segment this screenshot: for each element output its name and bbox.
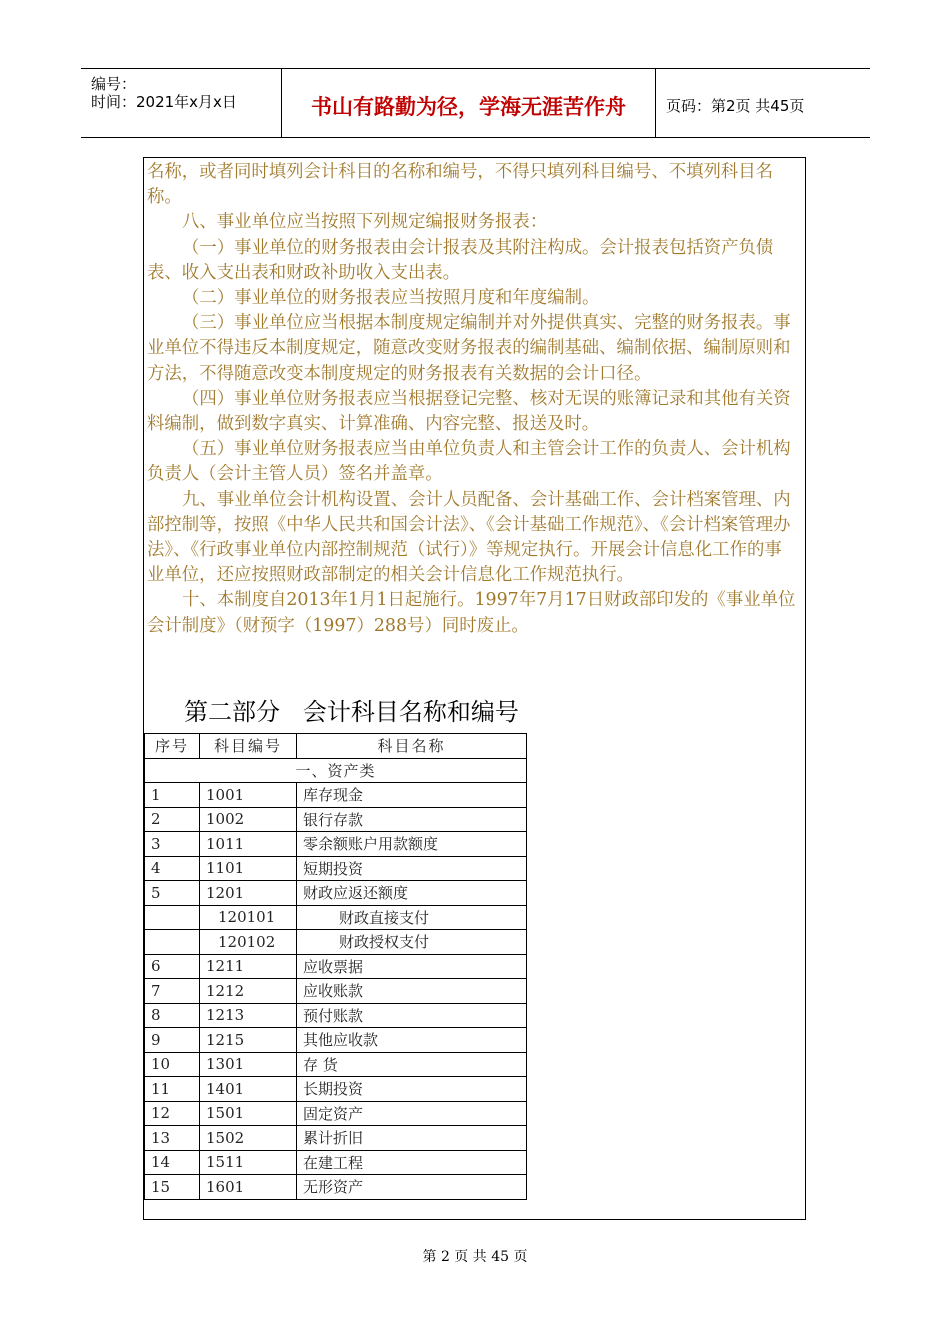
- row-code: 120102: [200, 930, 297, 955]
- row-code: 1002: [200, 807, 297, 832]
- table-row: [145, 905, 527, 930]
- row-name: 无形资产: [297, 1175, 527, 1200]
- table-row: [145, 954, 527, 979]
- table-row: [145, 1003, 527, 1028]
- row-name: 短期投资: [297, 856, 527, 881]
- row-code: 1511: [200, 1150, 297, 1175]
- table-row: [145, 1028, 527, 1053]
- table-row: [145, 1175, 527, 1200]
- body-paragraph: 十、本制度自2013年1月1日起施行。1997年7月17日财政部印发的《事业单位会计制度》（财预字（1997）288号）同时废止。: [147, 590, 796, 636]
- header-page-info: 页码：第2页 共45页: [666, 97, 805, 115]
- row-code: 1601: [200, 1175, 297, 1200]
- row-name: 累计折旧: [297, 1126, 527, 1151]
- row-code: 1201: [200, 881, 297, 906]
- category-row: [145, 758, 527, 783]
- row-seq: 13: [145, 1126, 200, 1151]
- row-seq: [145, 905, 200, 930]
- row-seq: 2: [145, 807, 200, 832]
- header-slogan-cell: [282, 69, 656, 137]
- table-row: [145, 979, 527, 1004]
- table-row: [145, 1126, 527, 1151]
- row-code: 1501: [200, 1101, 297, 1126]
- row-name: 财政直接支付: [297, 905, 527, 930]
- row-code: 120101: [200, 905, 297, 930]
- row-seq: 1: [145, 783, 200, 808]
- row-code: 1101: [200, 856, 297, 881]
- row-name: 其他应收款: [297, 1028, 527, 1053]
- body-paragraph: （五）事业单位财务报表应当由单位负责人和主管会计工作的负责人、会计机构负责人（会计主管人员）签名并盖章。: [147, 439, 791, 485]
- row-name: 存 货: [297, 1052, 527, 1077]
- body-text: [147, 160, 799, 639]
- body-paragraph: 名称，或者同时填列会计科目的名称和编号，不得只填列科目编号、不填列科目名称。: [147, 162, 774, 208]
- page-header: [81, 68, 870, 138]
- body-paragraph: （二）事业单位的财务报表应当按照月度和年度编制。: [182, 288, 600, 309]
- row-seq: [145, 930, 200, 955]
- row-name: 库存现金: [297, 783, 527, 808]
- row-name: 应收票据: [297, 954, 527, 979]
- row-seq: 15: [145, 1175, 200, 1200]
- table-row: [145, 856, 527, 881]
- header-code: 科目编号: [200, 734, 297, 759]
- row-code: 1213: [200, 1003, 297, 1028]
- table-header-row: [145, 734, 527, 759]
- body-paragraph: （一）事业单位的财务报表由会计报表及其附注构成。会计报表包括资产负债表、收入支出表和财政补助收入支出表。: [147, 237, 774, 283]
- row-seq: 12: [145, 1101, 200, 1126]
- table-row: [145, 1052, 527, 1077]
- row-seq: 11: [145, 1077, 200, 1102]
- document-number-label: 编号：: [91, 75, 137, 93]
- header-seq: 序号: [145, 734, 200, 759]
- row-code: 1502: [200, 1126, 297, 1151]
- table-row: [145, 1077, 527, 1102]
- page-footer: 第 2 页 共 45 页: [422, 1249, 528, 1265]
- header-slogan: 书山有路勤为径，学海无涯苦作舟: [311, 95, 626, 119]
- row-seq: 8: [145, 1003, 200, 1028]
- body-paragraph: （四）事业单位财务报表应当根据登记完整、核对无误的账簿记录和其他有关资料编制，做到数字真实、计算准确、内容完整、报送及时。: [147, 388, 791, 435]
- body-paragraph: （三）事业单位应当根据本制度规定编制并对外提供真实、完整的财务报表。事业单位不得违反本制度规定，随意改变财务报表的编制基础、编制依据、编制原则和方法，不得随意改变本制度规定的财务报表有关数据的会计口径。: [147, 313, 791, 384]
- table-row: [145, 807, 527, 832]
- row-seq: 3: [145, 832, 200, 857]
- row-name: 预付账款: [297, 1003, 527, 1028]
- body-paragraph: 八、事业单位应当按照下列规定编报财务报表：: [182, 212, 548, 233]
- row-name: 长期投资: [297, 1077, 527, 1102]
- content-frame: [143, 157, 806, 1220]
- header-page-cell: [656, 69, 870, 137]
- row-code: 1001: [200, 783, 297, 808]
- table-row: [145, 881, 527, 906]
- table-row: [145, 832, 527, 857]
- row-name: 财政授权支付: [297, 930, 527, 955]
- row-code: 1215: [200, 1028, 297, 1053]
- row-code: 1301: [200, 1052, 297, 1077]
- row-code: 1212: [200, 979, 297, 1004]
- row-seq: 5: [145, 881, 200, 906]
- row-name: 在建工程: [297, 1150, 527, 1175]
- row-name: 零余额账户用款额度: [297, 832, 527, 857]
- row-seq: 9: [145, 1028, 200, 1053]
- row-code: 1011: [200, 832, 297, 857]
- header-meta-cell: [81, 69, 282, 137]
- header-name: 科目名称: [297, 734, 527, 759]
- row-name: 银行存款: [297, 807, 527, 832]
- row-name: 财政应返还额度: [297, 881, 527, 906]
- row-name: 应收账款: [297, 979, 527, 1004]
- row-seq: 10: [145, 1052, 200, 1077]
- category-label: 一、资产类: [145, 758, 527, 783]
- row-seq: 14: [145, 1150, 200, 1175]
- body-paragraph: 九、事业单位会计机构设置、会计人员配备、会计基础工作、会计档案管理、内部控制等，按照《中华人民共和国会计法》、《会计基础工作规范》、《会计档案管理办法》、《行政事业单位内部控制规范（试行）》等规定执行。开展会计信息化工作的事业单位，还应按照财政部制定的相关会计信息化工作规范执行。: [147, 489, 791, 586]
- part-title: 第二部分 会计科目名称和编号: [184, 698, 519, 726]
- table-row: [145, 1101, 527, 1126]
- row-code: 1401: [200, 1077, 297, 1102]
- row-seq: 6: [145, 954, 200, 979]
- table-row: [145, 783, 527, 808]
- table-row: [145, 1150, 527, 1175]
- table-row: [145, 930, 527, 955]
- document-date: 时间：2021年x月x日: [91, 93, 237, 111]
- accounts-table: [144, 733, 527, 1200]
- row-code: 1211: [200, 954, 297, 979]
- row-seq: 7: [145, 979, 200, 1004]
- row-seq: 4: [145, 856, 200, 881]
- row-name: 固定资产: [297, 1101, 527, 1126]
